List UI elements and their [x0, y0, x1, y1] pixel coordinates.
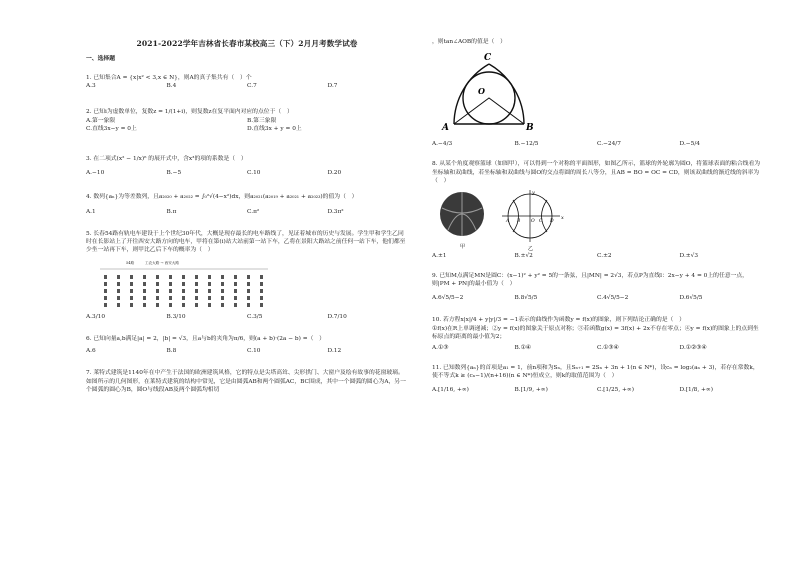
station-glyph — [169, 275, 172, 279]
station-glyph — [234, 282, 237, 286]
option-c: C.π² — [247, 208, 260, 215]
option-c: C.3/5 — [247, 313, 263, 320]
exam-title: 2021-2022学年吉林省长春市某校高三（下）2月月考数学试卷 — [136, 39, 358, 48]
option-b: B.−12/5 — [514, 141, 539, 148]
station-glyph — [208, 303, 211, 307]
station-glyph — [169, 296, 172, 300]
question-8: 8. 从某个角度观察篮球（如图甲），可以得到一个对称的平面图形，如图乙所示，篮球的外轮廓为圆O，将篮球表面的粘合线看为坐标轴和双曲线，若坐标轴和双曲线与圆O的交点将圆的周长八等分，且AB = BO = OC = CD，则该双曲线的渐近线的斜率为（ ） — [432, 161, 761, 185]
station-glyph — [117, 303, 120, 307]
point-b: B — [517, 218, 521, 224]
station-glyph — [104, 303, 107, 307]
option-a: A.[1/16, +∞) — [432, 387, 469, 394]
label-o: O — [478, 86, 485, 97]
station-glyph — [221, 303, 224, 307]
option-b: B.3/10 — [166, 313, 186, 320]
question-4: 4. 数列{aₙ}为等差数列，且a₂₀₂₀ + a₂₀₂₂ = ∫₀²√(4−x²)dx，则a₂₀₂₁(a₂₀₁₉ + a₂₀₂₁ + a₂₀₂₃)的值为（ ） — [86, 194, 358, 201]
station-glyph — [156, 289, 159, 293]
option-c: C.10 — [247, 170, 261, 177]
option-a: A.第一象限 — [86, 117, 116, 124]
question-11-options — [432, 386, 762, 394]
question-9-options — [432, 294, 762, 302]
tram-route-caption: 54路 工农大路 → 西安大路 — [126, 260, 179, 265]
basketball-figure — [432, 186, 762, 250]
option-c: C.7 — [247, 83, 257, 90]
station-glyph — [104, 275, 107, 279]
station-glyph — [117, 282, 120, 286]
station-glyph — [234, 296, 237, 300]
question-8-options — [432, 252, 762, 260]
question-7-continued: ，则tan∠AOB的值是（ ） — [432, 39, 506, 45]
option-a: A.①③ — [432, 344, 449, 351]
caption-jia: 甲 — [460, 243, 466, 250]
station-glyph — [234, 275, 237, 279]
option-b: B.8√5/5 — [514, 295, 538, 302]
option-a: A.1 — [86, 208, 96, 215]
station-glyph — [195, 275, 198, 279]
station-glyph — [104, 296, 107, 300]
point-c: C — [539, 218, 543, 224]
station-glyph — [260, 296, 263, 300]
station-glyph — [260, 282, 263, 286]
station-glyph — [208, 275, 211, 279]
station-glyph — [104, 289, 107, 293]
station-glyph — [195, 282, 198, 286]
station-glyph — [221, 275, 224, 279]
question-5: 5. 长春54路有轨电车建设于上个世纪30年代，大概是现存最长的电车路线了，见证着城市的历史与发展。学生甲和学生乙同时在长影站上了开往西安大路方向的电车，甲将在第(i)站大站前第一站下车，乙将在景阳大路站之前任何一站下车，他们都至少坐一站再下车，则甲比乙后下车的概率为（ ） — [86, 230, 406, 254]
station-glyph — [130, 296, 133, 300]
label-a: A — [442, 123, 449, 133]
station-glyph — [260, 289, 263, 293]
option-d: D.−5/4 — [679, 141, 700, 148]
option-a: A.3/10 — [86, 313, 106, 320]
option-c: C.直线3x−y = 0上 — [86, 125, 137, 132]
station-glyph — [195, 303, 198, 307]
station-glyph — [247, 289, 250, 293]
station-glyph — [169, 289, 172, 293]
option-b: B.①④ — [514, 344, 531, 351]
question-10-statements: ①f(x)在R上单调递减；②y = f(x)的图象关于原点对称；③若函数g(x) = 3f(x) + 2x不存在零点；④y = f(x)的图象上的点到坐标原点的距离的最小值为2； — [432, 325, 759, 341]
option-d: D.7 — [327, 83, 338, 90]
station-glyph — [260, 275, 263, 279]
option-b: B.π — [166, 208, 177, 215]
station-glyph — [130, 275, 133, 279]
point-a: A — [506, 218, 510, 224]
option-d: D.直线3x + y = 0上 — [247, 125, 302, 132]
option-d: D.12 — [327, 348, 342, 355]
station-glyph — [104, 282, 107, 286]
question-1: 1. 已知集合A = {x|x² < 3,x ∈ N}，则A的真子集共有（ ）个 — [86, 75, 252, 81]
left-column — [86, 38, 408, 394]
option-a: A.−4/3 — [432, 141, 453, 148]
option-b: B.±√2 — [514, 252, 533, 259]
station-glyph — [117, 275, 120, 279]
station-glyph — [182, 275, 185, 279]
question-3: 3. 在二项式(x² − 1/x)⁶ 的展开式中，含x³的项的系数是（ ） — [86, 155, 247, 162]
right-column — [432, 38, 762, 394]
station-glyph — [221, 296, 224, 300]
question-10-options — [432, 344, 762, 352]
question-11: 11. 已知数列{aₙ}的首项是a₁ = 1，前n项和为Sₙ，且Sₙ₊₁ = 2Sₙ + 3n + 1(n ∈ N*)，设cₙ = log₂(aₙ + 3)，若存在常数k，使不等式k ≥ (cₙ−1)/(n+16)(n ∈ N*)恒成立，则k的取值范围为（ ） — [432, 364, 759, 380]
station-glyph — [182, 289, 185, 293]
caption-yi: 乙 — [528, 245, 534, 252]
question-9: 9. 已知M点满足MN是圆C：(x−1)² + y² = 5的一条弦，且|MN| = 2√3，若点P为直线l：2x−y + 4 = 0上的任意一点，则|PM + PN|的最小值为（ ） — [432, 272, 748, 288]
station-glyph — [156, 303, 159, 307]
station-glyph — [221, 289, 224, 293]
station-glyph — [247, 296, 250, 300]
point-o: O — [531, 218, 535, 224]
option-d: D.①②③④ — [679, 344, 707, 351]
station-glyph — [195, 289, 198, 293]
station-glyph — [208, 289, 211, 293]
station-glyph — [182, 296, 185, 300]
station-glyph — [169, 282, 172, 286]
question-1-options — [86, 82, 408, 90]
station-glyph — [156, 275, 159, 279]
option-a: A.−10 — [86, 170, 105, 177]
station-glyph — [247, 303, 250, 307]
basketball-diagram — [438, 188, 568, 252]
station-glyph — [143, 282, 146, 286]
option-d: D.[1/8, +∞) — [679, 387, 714, 394]
option-d: D.3π² — [327, 208, 344, 215]
station-glyph — [117, 296, 120, 300]
axis-x: x — [561, 214, 564, 221]
label-b: B — [526, 123, 534, 133]
option-a: A.±1 — [432, 252, 447, 259]
question-2-options — [86, 117, 408, 133]
label-c: C — [484, 53, 492, 64]
station-glyph — [247, 275, 250, 279]
question-2: 2. 已知i为虚数单位，复数z = 1/(1+i)，则复数z在复平面内对应的点位于（ ） — [86, 109, 293, 116]
question-5-figure — [86, 255, 408, 313]
station-glyph — [260, 303, 263, 307]
option-b: B.8 — [166, 348, 177, 355]
question-6-options — [86, 347, 408, 355]
section-heading: 一、选择题 — [86, 56, 115, 62]
station-glyph — [182, 282, 185, 286]
option-b: B.4 — [166, 83, 177, 90]
station-glyph — [143, 303, 146, 307]
station-glyph — [234, 289, 237, 293]
station-glyph — [143, 289, 146, 293]
question-4-options — [86, 208, 408, 216]
station-glyph — [143, 275, 146, 279]
tram-station-table — [100, 267, 270, 317]
option-b: B.[1/9, +∞) — [514, 387, 548, 394]
option-a: A.6 — [86, 348, 96, 355]
option-c: C.10 — [247, 348, 261, 355]
station-glyph — [195, 296, 198, 300]
question-6: 6. 已知向量a,b满足|a| = 2，|b| = √3，且a与b的夹角为π/6，则(a + b)·(2a − b) =（ ） — [86, 335, 325, 342]
question-10: 10. 若方程x|x|/4 + y|y|/3 = −1表示的曲线作为函数y = f(x)的图象，则下列结论正确的是（ ） — [432, 317, 685, 324]
option-b: B.−5 — [166, 170, 182, 177]
question-7-options — [432, 140, 762, 148]
station-glyph — [182, 303, 185, 307]
gothic-arch-figure — [432, 46, 762, 132]
option-a: A.3 — [86, 83, 96, 90]
station-glyph — [208, 296, 211, 300]
option-c: C.①③④ — [597, 344, 619, 351]
station-glyph — [117, 289, 120, 293]
option-a: A.6√5/5−2 — [432, 295, 464, 302]
point-d: D — [550, 218, 554, 224]
station-glyph — [130, 303, 133, 307]
station-glyph — [208, 282, 211, 286]
question-3-options — [86, 169, 408, 177]
option-d: D.±√3 — [679, 252, 699, 259]
option-c: C.−24/7 — [597, 141, 621, 148]
option-c: C.4√5/5−2 — [597, 295, 629, 302]
option-d: D.20 — [327, 170, 342, 177]
question-7: 7. 莱特式建筑是1140年在中产生于法国的欧洲建筑风格，它的特点是尖塔高耸、尖形拱门、大窗户及绘有故事的花窗玻璃。如图所示的几何图形，在莱特式建筑的结构中常见，它是由圆弧AB和两个圆弧AC，BC围成，其中一个圆弧的圆心为A，另一个圆弧的圆心为B，圆O与线段AB及两个圆弧均相切 — [86, 370, 406, 394]
station-glyph — [130, 282, 133, 286]
station-glyph — [221, 282, 224, 286]
option-c: C.±2 — [597, 252, 612, 259]
station-glyph — [234, 303, 237, 307]
arch-diagram — [438, 46, 548, 132]
station-glyph — [156, 296, 159, 300]
option-d: D.6√5/5 — [679, 295, 703, 302]
option-c: C.[1/25, +∞) — [597, 387, 634, 394]
station-glyph — [143, 296, 146, 300]
option-d: D.7/10 — [327, 313, 347, 320]
station-glyph — [247, 282, 250, 286]
station-glyph — [156, 282, 159, 286]
axis-y: y — [532, 189, 535, 196]
option-b: B.第三象限 — [247, 117, 277, 124]
station-glyph — [130, 289, 133, 293]
station-glyph — [169, 303, 172, 307]
